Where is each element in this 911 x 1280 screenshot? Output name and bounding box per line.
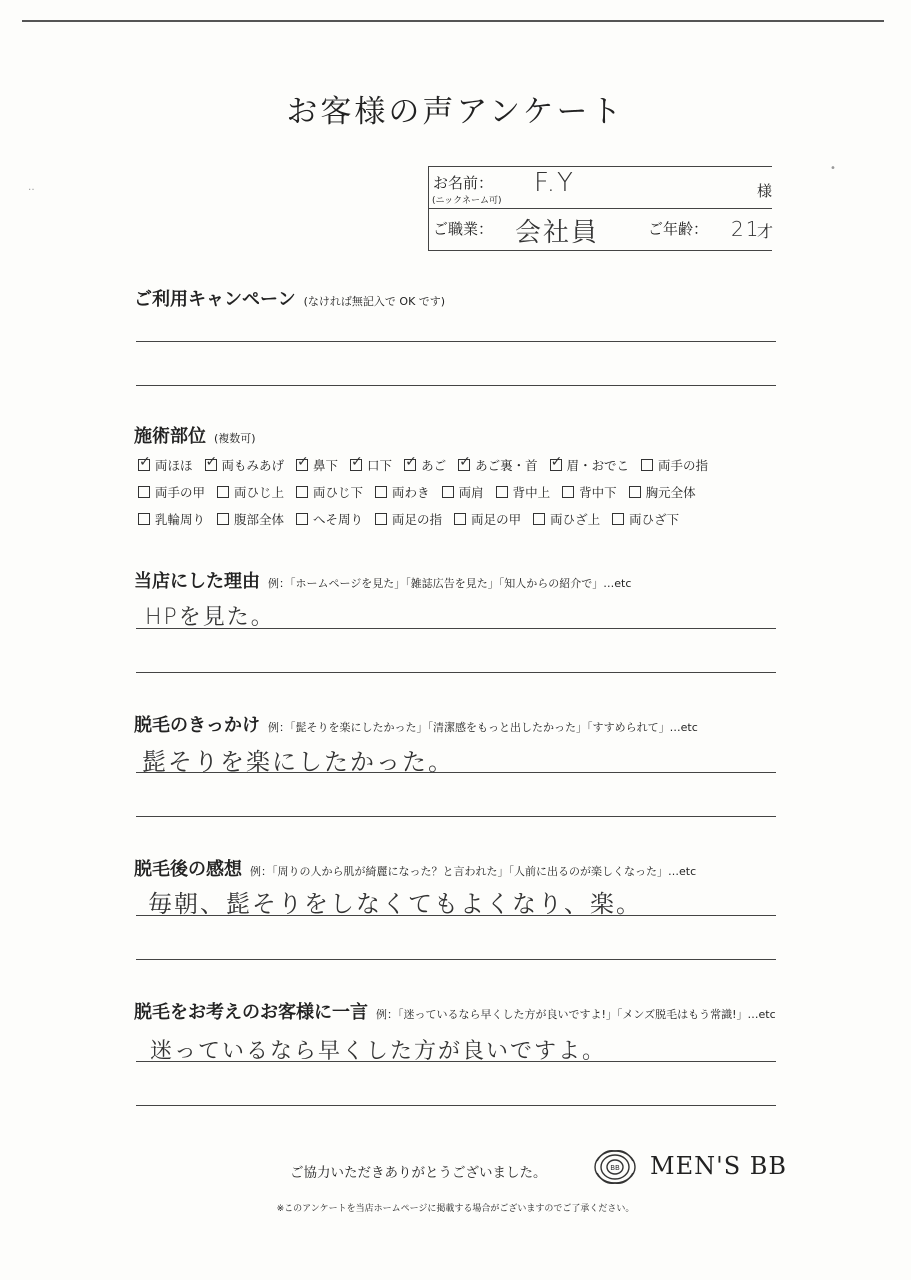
checklist-item-label: 両ほほ: [155, 457, 193, 473]
trigger-answer: 髭そりを楽にしたかった。: [142, 748, 454, 776]
checklist-row: [138, 478, 788, 505]
scan-speck: ‥: [28, 182, 35, 193]
impression-title: 脱毛後の感想: [134, 859, 242, 880]
impression-answer: 毎朝、髭そりをしなくてもよくなり、楽。: [148, 890, 642, 918]
treatment-note: (複数可): [214, 432, 256, 445]
checklist-item-label: 背中下: [579, 484, 617, 500]
treatment-checklist: [138, 451, 788, 532]
checkbox-icon[interactable]: [562, 486, 574, 498]
brand-name: MEN'S BB: [650, 1152, 788, 1180]
checklist-item-label: 両わき: [392, 484, 430, 500]
survey-title: お客様の声アンケート: [286, 94, 625, 130]
checklist-item[interactable]: [442, 483, 484, 501]
checklist-item-label: へそ周り: [313, 511, 364, 527]
checklist-item[interactable]: [612, 510, 679, 528]
advice-heading: [134, 998, 776, 1024]
checkbox-icon[interactable]: [296, 486, 308, 498]
impression-heading: [134, 855, 696, 881]
checklist-item[interactable]: [138, 456, 193, 474]
impression-line-1: [136, 915, 776, 916]
checklist-item[interactable]: [138, 483, 205, 501]
checklist-item-label: 胸元全体: [645, 484, 696, 500]
trigger-title: 脱毛のきっかけ: [134, 715, 260, 736]
checklist-item[interactable]: [533, 510, 600, 528]
checklist-item[interactable]: [138, 510, 205, 528]
checkbox-icon[interactable]: [138, 486, 150, 498]
trigger-line-2: [136, 816, 776, 817]
info-line-bottom: [428, 250, 772, 251]
checklist-item-label: あご裏・首: [475, 457, 538, 473]
campaign-heading: [134, 285, 445, 311]
name-note: (ニックネーム可): [432, 196, 502, 206]
checklist-item[interactable]: [550, 456, 629, 474]
job-label: ご職業：: [433, 220, 494, 238]
checklist-item[interactable]: [454, 510, 521, 528]
advice-line-2: [136, 1105, 776, 1106]
checklist-item-label: 両手の指: [657, 457, 708, 473]
checklist-item[interactable]: [458, 456, 538, 474]
checkbox-icon[interactable]: [375, 486, 387, 498]
age-value: 21: [731, 217, 761, 241]
info-line-top: [428, 166, 772, 167]
trigger-heading: [134, 711, 698, 737]
checklist-item-label: 口下: [367, 457, 393, 473]
campaign-line-2: [136, 385, 776, 386]
reason-heading: [134, 567, 631, 593]
checklist-item-label: 乳輪周り: [155, 511, 206, 527]
checklist-item-label: 両ひじ上: [234, 484, 285, 500]
checklist-item[interactable]: [296, 510, 363, 528]
checklist-item-label: 両足の指: [392, 511, 443, 527]
info-line-left: [428, 166, 429, 250]
age-label: ご年齢：: [648, 220, 709, 238]
name-value: F.Y: [534, 168, 575, 198]
reason-line-1: [136, 628, 776, 629]
advice-line-1: [136, 1061, 776, 1062]
brand-logo-icon: [592, 1147, 638, 1187]
job-value: 会社員: [515, 218, 600, 248]
trigger-line-1: [136, 772, 776, 773]
checklist-item[interactable]: [217, 483, 284, 501]
checked-box-icon[interactable]: [138, 459, 150, 471]
checkbox-icon[interactable]: [296, 513, 308, 525]
advice-example: 例：「迷っているなら早くした方が良いですよ!」「メンズ脱毛はもう常識!」…etc: [376, 1008, 776, 1021]
checkbox-icon[interactable]: [442, 486, 454, 498]
checked-box-icon[interactable]: [205, 459, 217, 471]
advice-answer: 迷っているなら早くした方が良いですよ。: [150, 1039, 607, 1064]
checkbox-icon[interactable]: [629, 486, 641, 498]
checked-box-icon[interactable]: [550, 459, 562, 471]
checklist-item[interactable]: [296, 483, 363, 501]
age-unit: 才: [757, 222, 776, 241]
checklist-item-label: 両ひざ上: [550, 511, 601, 527]
checkbox-icon[interactable]: [533, 513, 545, 525]
checklist-item-label: あご: [421, 457, 447, 473]
name-label: お名前：: [433, 174, 494, 192]
treatment-heading: [134, 422, 256, 448]
checklist-item-label: 両もみあげ: [221, 457, 285, 473]
checkbox-icon[interactable]: [496, 486, 508, 498]
svg-text:BB: BB: [610, 1164, 620, 1172]
reason-line-2: [136, 672, 776, 673]
checked-box-icon[interactable]: [350, 459, 362, 471]
honorific: 様: [757, 182, 773, 200]
checklist-row: [138, 451, 788, 478]
checklist-item[interactable]: [641, 456, 708, 474]
checkbox-icon[interactable]: [217, 486, 229, 498]
checklist-item[interactable]: [496, 483, 551, 501]
checklist-item[interactable]: [404, 456, 446, 474]
checkbox-icon[interactable]: [454, 513, 466, 525]
checklist-item-label: 両足の甲: [471, 511, 522, 527]
checked-box-icon[interactable]: [404, 459, 416, 471]
checklist-item[interactable]: [296, 456, 338, 474]
reason-title: 当店にした理由: [134, 571, 260, 592]
checklist-item-label: 両ひざ下: [629, 511, 680, 527]
impression-example: 例：「周りの人から肌が綺麗になった？と言われた」「人前に出るのが楽しくなった」…etc: [250, 865, 697, 878]
checked-box-icon[interactable]: [296, 459, 308, 471]
scan-speck: •: [830, 163, 836, 174]
checkbox-icon[interactable]: [217, 513, 229, 525]
checklist-item[interactable]: [350, 456, 392, 474]
checklist-item-label: 鼻下: [313, 457, 339, 473]
reason-answer: HPを見た。: [145, 605, 275, 630]
checklist-item-label: 眉・おでこ: [566, 457, 629, 473]
checklist-row: [138, 505, 788, 532]
checkbox-icon[interactable]: [138, 513, 150, 525]
treatment-title: 施術部位: [134, 426, 206, 447]
checklist-item[interactable]: [562, 483, 617, 501]
top-rule: [22, 20, 884, 22]
checklist-item-label: 両肩: [458, 484, 484, 500]
checklist-item[interactable]: [629, 483, 696, 501]
checklist-item[interactable]: [205, 456, 285, 474]
checklist-item[interactable]: [375, 510, 442, 528]
checklist-item-label: 背中上: [512, 484, 551, 500]
checkbox-icon[interactable]: [375, 513, 387, 525]
checklist-item[interactable]: [217, 510, 284, 528]
checkbox-icon[interactable]: [612, 513, 624, 525]
checkbox-icon[interactable]: [641, 459, 653, 471]
checklist-item-label: 腹部全体: [234, 511, 285, 527]
checklist-item-label: 両手の甲: [155, 484, 206, 500]
checklist-item-label: 両ひじ下: [313, 484, 364, 500]
campaign-line-1: [136, 341, 776, 342]
advice-title: 脱毛をお考えのお客様に一言: [134, 1002, 368, 1023]
campaign-note: (なければ無記入で OK です): [303, 295, 446, 308]
footer-note: ※このアンケートを当店ホームページに掲載する場合がございますのでご了承ください。: [276, 1204, 635, 1214]
reason-example: 例：「ホームページを見た」「雑誌広告を見た」「知人からの紹介で」…etc: [268, 577, 632, 590]
impression-line-2: [136, 959, 776, 960]
info-line-middle: [428, 208, 772, 209]
trigger-example: 例：「髭そりを楽にしたかった」「清潔感をもっと出したかった」「すすめられて」…etc: [268, 721, 698, 734]
thanks-message: ご協力いただきありがとうございました。: [290, 1165, 547, 1181]
campaign-title: ご利用キャンペーン: [134, 289, 296, 310]
checklist-item[interactable]: [375, 483, 430, 501]
checked-box-icon[interactable]: [458, 459, 470, 471]
